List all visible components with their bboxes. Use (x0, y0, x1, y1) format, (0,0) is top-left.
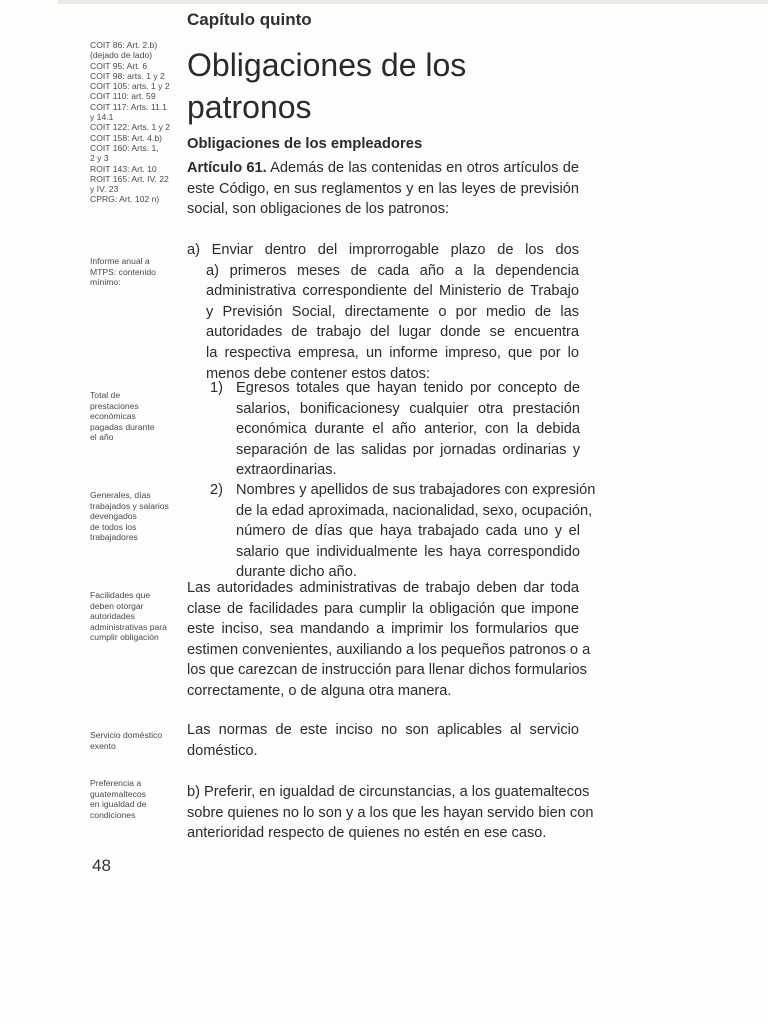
margin-note-line: trabajadores (90, 532, 138, 543)
article-text: este Código, en sus reglamentos y en las leyes de previsión (187, 180, 579, 197)
paragraph-line: doméstico. (187, 742, 258, 759)
page-number: 48 (92, 856, 111, 875)
margin-note-facilidades (90, 590, 182, 643)
margin-note-line: económicas (90, 411, 136, 422)
margin-note-line: Preferencia a (90, 778, 142, 788)
citation: ROIT 165: Art. IV. 22 (90, 173, 169, 184)
margin-note-line: guatemaltecos (90, 788, 146, 799)
citation: y 14.1 (90, 112, 114, 123)
margin-note-line: exento (90, 740, 116, 751)
citation: COIT 117: Arts. 11.1 (90, 101, 167, 112)
paragraph-line: Las autoridades administrativas de trabajo deben dar toda (187, 580, 579, 596)
margin-note-line: cumplir obligación (90, 632, 159, 643)
item-a-line: a) primeros meses de cada año a la dependencia (206, 262, 579, 279)
margin-note-line: deben otorgar (90, 600, 144, 611)
sub-item-number: 1) (210, 380, 223, 396)
sub-item-number: 2) (210, 482, 223, 498)
margin-note-line: el año (90, 432, 114, 443)
item-b-line: sobre quienes no lo son y a los que les hayan servido bien con (187, 804, 594, 821)
margin-note-line: pagadas durante (90, 421, 155, 432)
section-heading: Obligaciones de los empleadores (187, 136, 423, 152)
citation: COIT 98: arts. 1 y 2 (90, 70, 165, 81)
citation: COIT 122: Arts. 1 y 2 (90, 122, 171, 133)
article-text: social, son obligaciones de los patronos: (187, 201, 450, 218)
chapter-label: Capítulo quinto (187, 10, 312, 29)
chapter-title-line: patronos (187, 89, 312, 125)
sub-item-line: número de días que haya trabajado cada uno y el (236, 523, 580, 540)
paragraph-domestico (187, 720, 579, 761)
item-a (187, 240, 579, 384)
item-a-line: la respectiva empresa, un informe impreso, que por lo (206, 344, 579, 361)
page-top-edge (58, 0, 768, 4)
chapter-title-line: Obligaciones de los (187, 47, 467, 83)
sub-item-line: Egresos totales que hayan tenido por concepto de (236, 380, 580, 396)
citation: CPRG: Art. 102 n) (90, 194, 160, 205)
margin-note-line: autoridades (90, 611, 135, 622)
citation: (dejado de lado) (90, 50, 153, 61)
margin-note-line: trabajados y salarios (90, 500, 169, 511)
paragraph-facilidades (187, 578, 591, 702)
paragraph-line: correctamente, o de alguna otra manera. (187, 682, 452, 699)
margin-note-line: devengados (90, 511, 137, 522)
sub-item-line: durante dicho año. (236, 564, 357, 581)
citation: COIT 158: Art. 4.b) (90, 132, 162, 143)
sub-item-1 (210, 378, 580, 481)
sub-item-2 (210, 480, 596, 583)
item-a-line: a) Enviar dentro del improrrogable plazo de los dos (187, 242, 579, 258)
margin-note-line: prestaciones (90, 400, 139, 411)
margin-note-generales (90, 490, 182, 543)
margin-note-line: Total de (90, 390, 121, 400)
item-a-line: autoridades de trabajo del lugar donde se encuentra (206, 324, 579, 341)
sub-item-line: separación de las salidas por jornadas ordinarias y (236, 441, 580, 458)
citation: 2 y 3 (90, 153, 109, 164)
citation: COIT 86: Art. 2.b) (90, 40, 158, 50)
chapter-title (187, 44, 466, 128)
margin-note-line: Informe anual a (90, 256, 150, 266)
sub-item-line: extraordinarias. (236, 462, 337, 479)
margin-note-total (90, 390, 182, 443)
margin-note-line: mínimo: (90, 277, 121, 288)
paragraph-line: Las normas de este inciso no son aplicables al servicio (187, 722, 579, 738)
margin-note-line: MTPS: contenido (90, 266, 156, 277)
article-61 (187, 158, 579, 220)
margin-note-preferencia (90, 778, 182, 820)
item-a-line: administrativa correspondiente del Ministerio de Trabajo (206, 283, 579, 300)
citation: COIT 95: Art. 6 (90, 60, 148, 71)
paragraph-line: clase de facilidades para cumplir la obligación que impone (187, 600, 579, 617)
sub-item-line: económica durante el año anterior, con la debida (236, 421, 580, 438)
margin-note-line: Servicio doméstico (90, 730, 163, 740)
sub-item-line: salarios, bonificacionesy cualquier otra prestación (236, 400, 580, 417)
citation: COIT 105: arts. 1 y 2 (90, 81, 170, 92)
item-a-line: y Previsión Social, directamente o por medio de las (206, 303, 579, 320)
margin-note-servicio (90, 730, 182, 751)
margin-note-line: en igualdad de (90, 799, 147, 810)
sub-item-line: salario que individualmente les haya correspondido (236, 543, 580, 560)
paragraph-line: estimen convenientes, auxiliando a los pequeños patronos o a (187, 641, 591, 658)
margin-note-line: Generales, días (90, 490, 151, 500)
paragraph-line: los que carezcan de instrucción para llenar dichos formularios (187, 662, 587, 679)
sub-item-line: Nombres y apellidos de sus trabajadores con expresión (236, 482, 596, 498)
margin-note-line: administrativas para (90, 621, 167, 632)
paragraph-line: este inciso, sea mandando a imprimir los formularios que (187, 621, 579, 638)
margin-note-informe (90, 256, 182, 288)
item-a-line: menos debe contener estos datos: (206, 365, 430, 382)
article-label: Artículo 61. (187, 160, 267, 176)
margin-note-line: de todos los (90, 521, 137, 532)
margin-note-line: Facilidades que (90, 590, 151, 600)
citation: ROIT 143: Art. 10 (90, 163, 157, 174)
item-b-line: anterioridad respecto de quienes no estén en ese caso. (187, 825, 547, 842)
margin-note-line: condiciones (90, 809, 136, 820)
citation: COIT 160: Arts. 1, (90, 142, 159, 153)
item-b-line: b) Preferir, en igualdad de circunstancias, a los guatemaltecos (187, 784, 590, 800)
citation: COIT 110: art. 59 (90, 91, 156, 102)
sub-item-line: de la edad aproximada, nacionalidad, sexo, ocupación, (236, 502, 593, 519)
item-b (187, 782, 594, 844)
citation: y IV. 23 (90, 184, 119, 195)
citations-margin (90, 40, 182, 205)
article-text: Además de las contenidas en otros artículos de (270, 160, 579, 176)
